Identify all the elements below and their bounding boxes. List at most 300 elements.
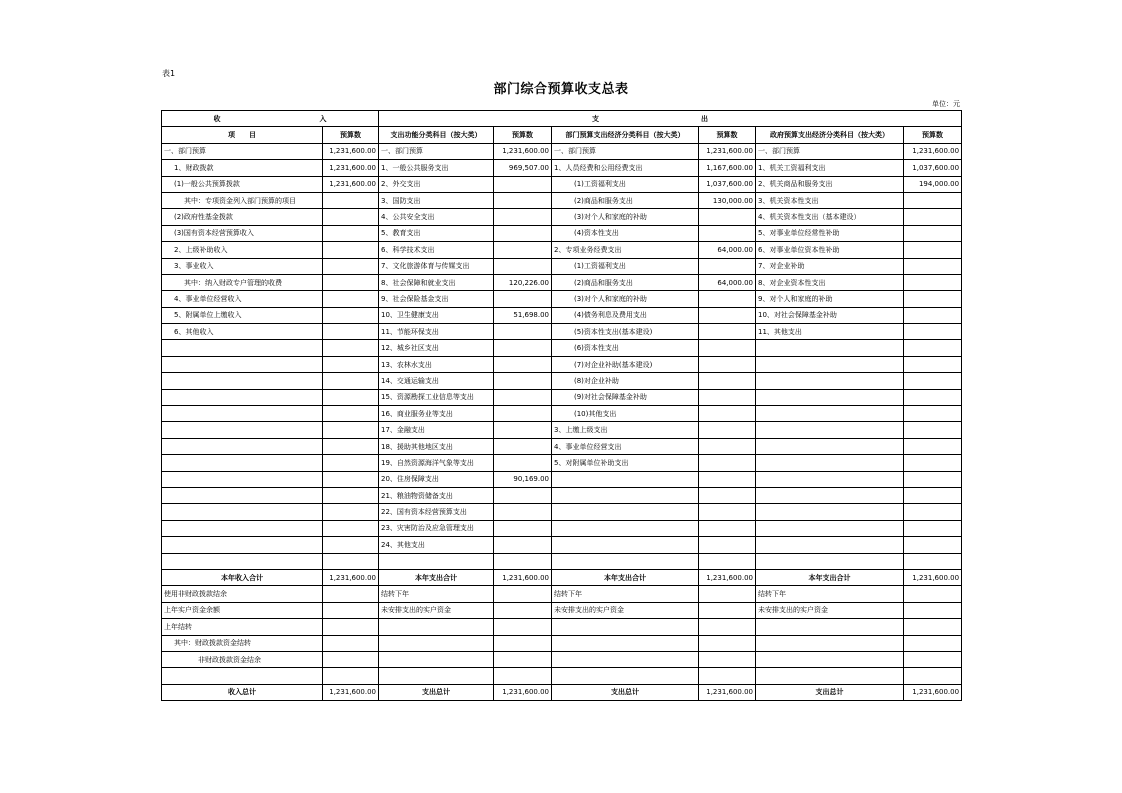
- table-row: [162, 373, 962, 389]
- budget-amount-cell: [904, 504, 962, 520]
- budget-amount-cell: [904, 225, 962, 241]
- col-header-budget-1: 预算数: [323, 127, 379, 143]
- item-label-cell: 3、国防支出: [379, 192, 494, 208]
- item-label-cell: [756, 471, 904, 487]
- item-label-cell: (4)资本性支出: [552, 225, 699, 241]
- item-label-cell: 6、科学技术支出: [379, 242, 494, 258]
- budget-amount-cell: [494, 438, 552, 454]
- budget-amount-cell: [699, 340, 756, 356]
- budget-amount-cell: 130,000.00: [699, 192, 756, 208]
- budget-amount-cell: [699, 356, 756, 372]
- item-label-cell: 一、部门预算: [162, 143, 323, 159]
- item-label-cell: 上年实户资金余额: [162, 602, 323, 618]
- budget-amount-cell: [699, 307, 756, 323]
- budget-amount-cell: [904, 537, 962, 553]
- item-label-cell: [162, 438, 323, 454]
- item-label-cell: 4、机关资本性支出（基本建设）: [756, 209, 904, 225]
- budget-amount-cell: [494, 651, 552, 667]
- item-label-cell: 10、对社会保障基金补助: [756, 307, 904, 323]
- budget-amount-cell: [323, 537, 379, 553]
- item-label-cell: [162, 471, 323, 487]
- item-label-cell: 2、外交支出: [379, 176, 494, 192]
- item-label-cell: (2)政府性基金拨款: [162, 209, 323, 225]
- table-row: [162, 192, 962, 208]
- item-label-cell: 22、国有资本经营预算支出: [379, 504, 494, 520]
- budget-amount-cell: 51,698.00: [494, 307, 552, 323]
- item-label-cell: 18、援助其他地区支出: [379, 438, 494, 454]
- item-label-cell: 本年支出合计: [379, 569, 494, 585]
- item-label-cell: [552, 504, 699, 520]
- item-label-cell: [162, 373, 323, 389]
- budget-amount-cell: 194,000.00: [904, 176, 962, 192]
- budget-amount-cell: [699, 520, 756, 536]
- budget-amount-cell: [323, 586, 379, 602]
- budget-amount-cell: [323, 438, 379, 454]
- item-label-cell: [756, 356, 904, 372]
- item-label-cell: 未安排支出的实户资金: [552, 602, 699, 618]
- budget-amount-cell: [699, 438, 756, 454]
- budget-amount-cell: [904, 389, 962, 405]
- item-label-cell: 2、上级补助收入: [162, 242, 323, 258]
- item-label-cell: [756, 619, 904, 635]
- budget-amount-cell: [323, 192, 379, 208]
- expense-section-header: [379, 111, 962, 127]
- income-header-char-1: 收: [213, 114, 221, 123]
- item-label-cell: 支出总计: [552, 684, 699, 700]
- item-label-cell: [162, 389, 323, 405]
- item-label-cell: [162, 537, 323, 553]
- budget-amount-cell: [494, 487, 552, 503]
- table-row: [162, 504, 962, 520]
- item-label-cell: [162, 520, 323, 536]
- budget-amount-cell: [323, 356, 379, 372]
- table-row: [162, 274, 962, 290]
- budget-amount-cell: 1,231,600.00: [323, 176, 379, 192]
- budget-amount-cell: [699, 406, 756, 422]
- item-label-cell: (3)对个人和家庭的补助: [552, 291, 699, 307]
- item-label-cell: 结转下年: [379, 586, 494, 602]
- budget-amount-cell: [323, 619, 379, 635]
- item-label-cell: [552, 651, 699, 667]
- table-row: [162, 553, 962, 569]
- item-label-cell: [756, 537, 904, 553]
- item-label-cell: 20、住房保障支出: [379, 471, 494, 487]
- item-label-cell: 使用非财政拨款结余: [162, 586, 323, 602]
- budget-amount-cell: [904, 373, 962, 389]
- table-row: [162, 340, 962, 356]
- budget-amount-cell: 1,231,600.00: [323, 143, 379, 159]
- table-row: [162, 668, 962, 684]
- item-label-cell: [756, 455, 904, 471]
- table-row: [162, 209, 962, 225]
- budget-amount-cell: 1,231,600.00: [323, 569, 379, 585]
- item-label-cell: 4、事业单位经营支出: [552, 438, 699, 454]
- table-row: [162, 356, 962, 372]
- budget-amount-cell: [904, 635, 962, 651]
- budget-amount-cell: [904, 406, 962, 422]
- item-label-cell: [162, 553, 323, 569]
- budget-amount-cell: [323, 258, 379, 274]
- item-label-cell: 收入总计: [162, 684, 323, 700]
- budget-amount-cell: 1,231,600.00: [323, 684, 379, 700]
- budget-amount-cell: 1,231,600.00: [494, 143, 552, 159]
- budget-amount-cell: [494, 356, 552, 372]
- budget-amount-cell: [494, 192, 552, 208]
- table-row: [162, 438, 962, 454]
- budget-amount-cell: [323, 373, 379, 389]
- budget-amount-cell: [323, 455, 379, 471]
- item-label-cell: 5、教育支出: [379, 225, 494, 241]
- col-header-func: 支出功能分类科目（按大类）: [379, 127, 494, 143]
- table-row: [162, 684, 962, 700]
- budget-amount-cell: [323, 389, 379, 405]
- budget-amount-cell: [323, 520, 379, 536]
- item-label-cell: 9、社会保险基金支出: [379, 291, 494, 307]
- budget-amount-cell: [699, 586, 756, 602]
- budget-amount-cell: [494, 225, 552, 241]
- budget-amount-cell: [904, 274, 962, 290]
- budget-amount-cell: 1,231,600.00: [323, 160, 379, 176]
- budget-amount-cell: [699, 537, 756, 553]
- col-header-budget-2: 预算数: [494, 127, 552, 143]
- budget-amount-cell: [904, 471, 962, 487]
- budget-amount-cell: [699, 324, 756, 340]
- item-label-cell: [756, 406, 904, 422]
- item-label-cell: (7)对企业补助(基本建设): [552, 356, 699, 372]
- budget-amount-cell: [323, 651, 379, 667]
- item-label-cell: 5、对附属单位补助支出: [552, 455, 699, 471]
- budget-amount-cell: [699, 389, 756, 405]
- item-label-cell: (2)商品和服务支出: [552, 274, 699, 290]
- table-row: [162, 406, 962, 422]
- table-row: [162, 635, 962, 651]
- budget-amount-cell: [323, 504, 379, 520]
- item-label-cell: [379, 553, 494, 569]
- item-label-cell: 17、金融支出: [379, 422, 494, 438]
- budget-amount-cell: 1,231,600.00: [699, 143, 756, 159]
- budget-amount-cell: [904, 192, 962, 208]
- item-label-cell: 16、商业服务业等支出: [379, 406, 494, 422]
- table-row: [162, 586, 962, 602]
- table-row: [162, 619, 962, 635]
- item-label-cell: 一、部门预算: [552, 143, 699, 159]
- item-label-cell: [756, 651, 904, 667]
- item-label-cell: (3)国有资本经营预算收入: [162, 225, 323, 241]
- budget-amount-cell: 1,231,600.00: [699, 684, 756, 700]
- table-row: [162, 422, 962, 438]
- unit-label: 单位：元: [932, 100, 960, 108]
- col-header-gov-econ: 政府预算支出经济分类科目（按大类）: [756, 127, 904, 143]
- item-label-cell: (2)商品和服务支出: [552, 192, 699, 208]
- budget-amount-cell: [904, 307, 962, 323]
- item-label-cell: 3、事业收入: [162, 258, 323, 274]
- budget-amount-cell: 90,169.00: [494, 471, 552, 487]
- table-row: [162, 307, 962, 323]
- budget-amount-cell: [494, 340, 552, 356]
- item-label-cell: [756, 487, 904, 503]
- budget-amount-cell: [494, 176, 552, 192]
- item-label-cell: 其中：财政拨款资金结转: [162, 635, 323, 651]
- budget-amount-cell: [699, 471, 756, 487]
- col-header-item: 项 目: [162, 127, 323, 143]
- item-label-cell: [756, 668, 904, 684]
- budget-amount-cell: [904, 291, 962, 307]
- item-label-cell: [756, 422, 904, 438]
- item-label-cell: 3、上缴上级支出: [552, 422, 699, 438]
- budget-amount-cell: [494, 668, 552, 684]
- item-label-cell: [552, 553, 699, 569]
- item-label-cell: 19、自然资源海洋气象等支出: [379, 455, 494, 471]
- item-label-cell: [379, 635, 494, 651]
- budget-amount-cell: [494, 373, 552, 389]
- budget-amount-cell: 1,037,600.00: [904, 160, 962, 176]
- item-label-cell: 5、附属单位上缴收入: [162, 307, 323, 323]
- item-label-cell: 21、粮油物资储备支出: [379, 487, 494, 503]
- table-row: [162, 389, 962, 405]
- item-label-cell: 结转下年: [552, 586, 699, 602]
- item-label-cell: [756, 635, 904, 651]
- budget-amount-cell: [699, 291, 756, 307]
- item-label-cell: [552, 487, 699, 503]
- table-row: [162, 242, 962, 258]
- budget-amount-cell: [699, 225, 756, 241]
- budget-amount-cell: [323, 225, 379, 241]
- table-row: [162, 537, 962, 553]
- budget-amount-cell: [904, 586, 962, 602]
- budget-summary-table: [161, 110, 962, 701]
- item-label-cell: [756, 553, 904, 569]
- item-label-cell: [162, 340, 323, 356]
- col-header-budget-4: 预算数: [904, 127, 962, 143]
- item-label-cell: [552, 635, 699, 651]
- table-row: [162, 143, 962, 159]
- budget-amount-cell: [494, 619, 552, 635]
- table-row: [162, 291, 962, 307]
- budget-amount-cell: [904, 356, 962, 372]
- budget-amount-cell: 1,231,600.00: [494, 684, 552, 700]
- item-label-cell: 23、灾害防治及应急管理支出: [379, 520, 494, 536]
- item-label-cell: [162, 487, 323, 503]
- item-label-cell: [162, 504, 323, 520]
- item-label-cell: 11、其他支出: [756, 324, 904, 340]
- item-label-cell: [162, 406, 323, 422]
- item-label-cell: 7、对企业补助: [756, 258, 904, 274]
- item-label-cell: [552, 471, 699, 487]
- item-label-cell: (5)资本性支出(基本建设): [552, 324, 699, 340]
- item-label-cell: 非财政拨款资金结余: [162, 651, 323, 667]
- item-label-cell: (10)其他支出: [552, 406, 699, 422]
- item-label-cell: [756, 438, 904, 454]
- table-row: [162, 602, 962, 618]
- item-label-cell: 上年结转: [162, 619, 323, 635]
- table-row: [162, 455, 962, 471]
- item-label-cell: [756, 373, 904, 389]
- budget-amount-cell: [494, 324, 552, 340]
- item-label-cell: [552, 668, 699, 684]
- income-header-char-2: 入: [319, 114, 327, 123]
- item-label-cell: (1)工资福利支出: [552, 258, 699, 274]
- item-label-cell: (6)资本性支出: [552, 340, 699, 356]
- budget-amount-cell: [494, 209, 552, 225]
- budget-amount-cell: [904, 242, 962, 258]
- budget-amount-cell: [699, 422, 756, 438]
- budget-amount-cell: [323, 487, 379, 503]
- budget-amount-cell: [494, 635, 552, 651]
- budget-amount-cell: [494, 520, 552, 536]
- budget-amount-cell: [323, 324, 379, 340]
- table-row: [162, 176, 962, 192]
- section-header-row: [162, 111, 962, 127]
- item-label-cell: 其中：专项资金列入部门预算的项目: [162, 192, 323, 208]
- budget-amount-cell: [494, 586, 552, 602]
- budget-amount-cell: 120,226.00: [494, 274, 552, 290]
- budget-amount-cell: [323, 406, 379, 422]
- budget-amount-cell: [904, 455, 962, 471]
- item-label-cell: 一、部门预算: [379, 143, 494, 159]
- item-label-cell: 本年收入合计: [162, 569, 323, 585]
- item-label-cell: [379, 619, 494, 635]
- item-label-cell: 未安排支出的实户资金: [756, 602, 904, 618]
- budget-amount-cell: 64,000.00: [699, 274, 756, 290]
- budget-amount-cell: 1,037,600.00: [699, 176, 756, 192]
- item-label-cell: 11、节能环保支出: [379, 324, 494, 340]
- budget-amount-cell: [699, 553, 756, 569]
- table-label: 表1: [162, 69, 176, 78]
- budget-amount-cell: 1,231,600.00: [904, 143, 962, 159]
- item-label-cell: 2、专项业务经费支出: [552, 242, 699, 258]
- column-header-row: [162, 127, 962, 143]
- budget-amount-cell: [699, 209, 756, 225]
- budget-amount-cell: [904, 602, 962, 618]
- item-label-cell: 12、城乡社区支出: [379, 340, 494, 356]
- budget-amount-cell: [494, 504, 552, 520]
- budget-amount-cell: [494, 406, 552, 422]
- item-label-cell: [552, 619, 699, 635]
- budget-amount-cell: [699, 668, 756, 684]
- budget-amount-cell: [904, 553, 962, 569]
- expense-header-char-2: 出: [701, 114, 709, 123]
- budget-amount-cell: [699, 651, 756, 667]
- budget-amount-cell: [699, 635, 756, 651]
- budget-amount-cell: 1,231,600.00: [494, 569, 552, 585]
- item-label-cell: 13、农林水支出: [379, 356, 494, 372]
- item-label-cell: 1、一般公共服务支出: [379, 160, 494, 176]
- item-label-cell: 14、交通运输支出: [379, 373, 494, 389]
- item-label-cell: [756, 340, 904, 356]
- budget-amount-cell: [699, 504, 756, 520]
- budget-amount-cell: [323, 553, 379, 569]
- budget-amount-cell: [494, 258, 552, 274]
- budget-amount-cell: 1,231,600.00: [699, 569, 756, 585]
- item-label-cell: 一、部门预算: [756, 143, 904, 159]
- budget-amount-cell: [323, 340, 379, 356]
- item-label-cell: 6、其他收入: [162, 324, 323, 340]
- item-label-cell: 本年支出合计: [756, 569, 904, 585]
- item-label-cell: [756, 520, 904, 536]
- budget-amount-cell: 1,231,600.00: [904, 569, 962, 585]
- item-label-cell: 5、对事业单位经常性补助: [756, 225, 904, 241]
- table-row: [162, 487, 962, 503]
- item-label-cell: [162, 455, 323, 471]
- budget-amount-cell: 969,507.00: [494, 160, 552, 176]
- budget-amount-cell: [323, 291, 379, 307]
- table-row: [162, 225, 962, 241]
- budget-amount-cell: [699, 487, 756, 503]
- budget-amount-cell: [323, 635, 379, 651]
- item-label-cell: [162, 422, 323, 438]
- budget-amount-cell: [323, 602, 379, 618]
- item-label-cell: 支出总计: [756, 684, 904, 700]
- budget-amount-cell: [699, 373, 756, 389]
- budget-amount-cell: [904, 422, 962, 438]
- budget-amount-cell: [494, 422, 552, 438]
- item-label-cell: [379, 651, 494, 667]
- budget-amount-cell: [904, 209, 962, 225]
- table-row: [162, 520, 962, 536]
- item-label-cell: 结转下年: [756, 586, 904, 602]
- item-label-cell: 8、对企业资本性支出: [756, 274, 904, 290]
- item-label-cell: 9、对个人和家庭的补助: [756, 291, 904, 307]
- budget-amount-cell: [904, 438, 962, 454]
- item-label-cell: [379, 668, 494, 684]
- item-label-cell: [162, 356, 323, 372]
- item-label-cell: 24、其他支出: [379, 537, 494, 553]
- budget-amount-cell: [699, 602, 756, 618]
- item-label-cell: 未安排支出的实户资金: [379, 602, 494, 618]
- budget-amount-cell: [699, 258, 756, 274]
- budget-amount-cell: 1,231,600.00: [904, 684, 962, 700]
- budget-amount-cell: [494, 242, 552, 258]
- budget-amount-cell: [494, 389, 552, 405]
- item-label-cell: (1)一般公共预算拨款: [162, 176, 323, 192]
- budget-amount-cell: 64,000.00: [699, 242, 756, 258]
- item-label-cell: 1、机关工资福利支出: [756, 160, 904, 176]
- budget-amount-cell: 1,167,600.00: [699, 160, 756, 176]
- item-label-cell: [756, 504, 904, 520]
- budget-amount-cell: [904, 651, 962, 667]
- budget-amount-cell: [904, 340, 962, 356]
- item-label-cell: 1、人员经费和公用经费支出: [552, 160, 699, 176]
- budget-amount-cell: [699, 619, 756, 635]
- expense-header-char-1: 支: [592, 114, 600, 123]
- budget-amount-cell: [904, 487, 962, 503]
- budget-amount-cell: [323, 242, 379, 258]
- item-label-cell: 15、资源勘探工业信息等支出: [379, 389, 494, 405]
- item-label-cell: (9)对社会保障基金补助: [552, 389, 699, 405]
- item-label-cell: 本年支出合计: [552, 569, 699, 585]
- budget-amount-cell: [904, 619, 962, 635]
- col-header-dept-econ: 部门预算支出经济分类科目（按大类）: [552, 127, 699, 143]
- item-label-cell: (1)工资福利支出: [552, 176, 699, 192]
- budget-amount-cell: [904, 324, 962, 340]
- table-row: [162, 324, 962, 340]
- budget-amount-cell: [494, 537, 552, 553]
- budget-amount-cell: [494, 602, 552, 618]
- table-row: [162, 160, 962, 176]
- budget-amount-cell: [323, 422, 379, 438]
- budget-amount-cell: [904, 258, 962, 274]
- item-label-cell: 支出总计: [379, 684, 494, 700]
- item-label-cell: 4、公共安全支出: [379, 209, 494, 225]
- budget-amount-cell: [323, 274, 379, 290]
- budget-amount-cell: [323, 209, 379, 225]
- col-header-budget-3: 预算数: [699, 127, 756, 143]
- budget-amount-cell: [494, 553, 552, 569]
- item-label-cell: 1、财政拨款: [162, 160, 323, 176]
- item-label-cell: [162, 668, 323, 684]
- budget-amount-cell: [904, 520, 962, 536]
- item-label-cell: (3)对个人和家庭的补助: [552, 209, 699, 225]
